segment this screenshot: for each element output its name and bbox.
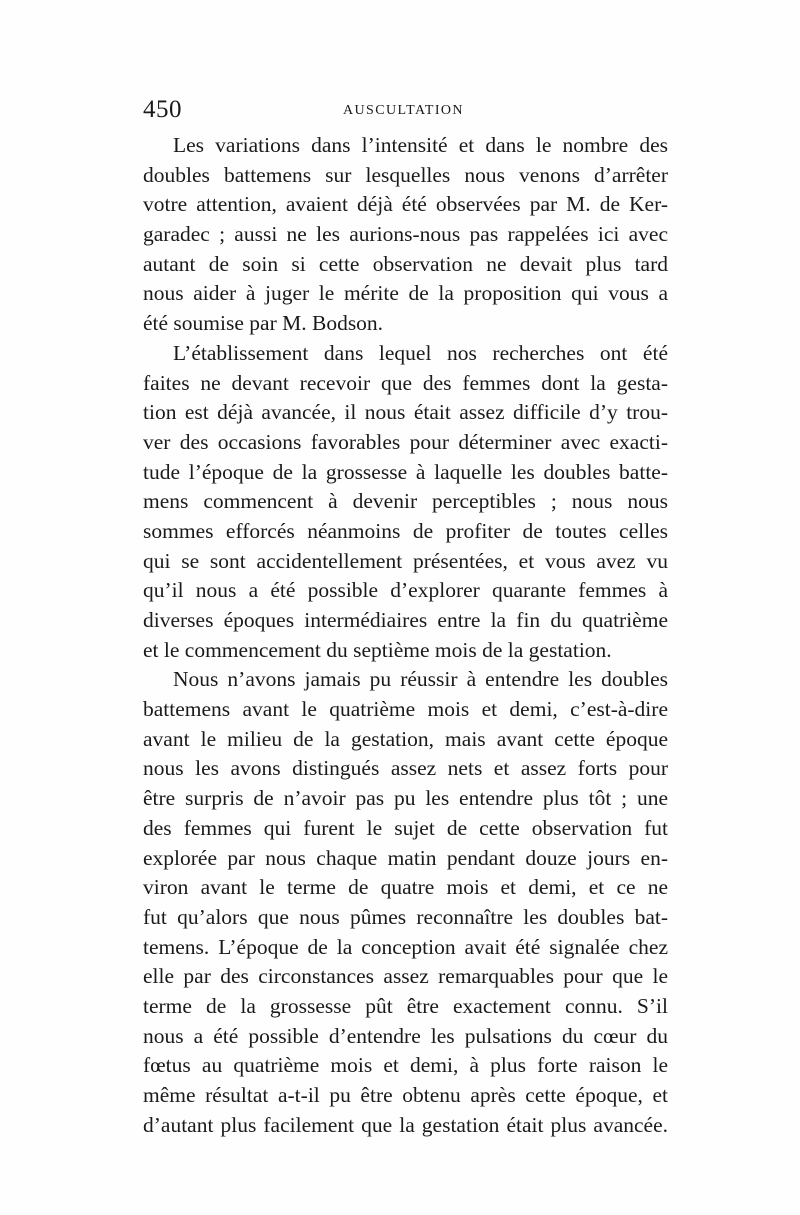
text-line: Les variations dans l’intensité et dans le nombre des bbox=[173, 133, 668, 157]
text-line: tude l’époque de la grossesse à laquelle les doubles batte- bbox=[143, 459, 668, 484]
text-line: battemens avant le quatrième mois et demi, c’est-à-dire bbox=[143, 697, 668, 722]
text-line: diverses époques intermédiaires entre la fin du quatrième bbox=[143, 608, 668, 632]
text-line: mens commencent à devenir perceptibles ; nous nous bbox=[143, 489, 668, 514]
text-line: qu’il nous a été possible d’explorer quarante femmes à bbox=[143, 578, 668, 603]
text-line: nous aider à juger le mérite de la proposition qui vous a bbox=[143, 281, 668, 306]
text-line: qui se sont accidentellement présentées, et vous avez vu bbox=[143, 548, 668, 573]
text-line: doubles battemens sur lesquelles nous venons d’arrêter bbox=[143, 162, 668, 187]
text-line: Nous n’avons jamais pu réussir à entendre les doubles bbox=[173, 667, 668, 692]
text-line: avant le milieu de la gestation, mais avant cette époque bbox=[143, 726, 668, 751]
running-title: AUSCULTATION bbox=[343, 103, 464, 118]
text-line: terme de la grossesse pût être exactement connu. S’il bbox=[143, 993, 668, 1018]
text-body bbox=[143, 131, 668, 1140]
text-line: faites ne devant recevoir que des femmes dont la gesta- bbox=[143, 370, 668, 395]
text-line: explorée par nous chaque matin pendant douze jours en- bbox=[143, 845, 668, 870]
text-line: nous les avons distingués assez nets et assez forts pour bbox=[143, 756, 668, 781]
text-line: des femmes qui furent le sujet de cette observation fut bbox=[143, 815, 668, 840]
text-line: viron avant le terme de quatre mois et demi, et ce ne bbox=[143, 875, 668, 900]
text-line: nous a été possible d’entendre les pulsations du cœur du bbox=[143, 1023, 668, 1048]
running-head bbox=[143, 95, 668, 125]
text-line: fut qu’alors que nous pûmes reconnaître les doubles bat- bbox=[143, 904, 668, 929]
page-number: 450 bbox=[143, 96, 182, 123]
text-line: tion est déjà avancée, il nous était assez difficile d’y trou- bbox=[143, 400, 668, 425]
text-line: L’établissement dans lequel nos recherches ont été bbox=[173, 340, 668, 365]
text-line: autant de soin si cette observation ne devait plus tard bbox=[143, 251, 668, 276]
text-line: été soumise par M. Bodson. bbox=[143, 311, 384, 336]
text-line: être surpris de n’avoir pas pu les entendre plus tôt ; une bbox=[143, 786, 668, 811]
text-line: fœtus au quatrième mois et demi, à plus forte raison le bbox=[143, 1053, 668, 1078]
text-line: sommes efforcés néanmoins de profiter de toutes celles bbox=[143, 518, 668, 543]
text-line: garadec ; aussi ne les aurions-nous pas rappelées ici avec bbox=[143, 222, 668, 247]
text-line: votre attention, avaient déjà été observées par M. de Ker- bbox=[143, 192, 668, 217]
text-line: elle par des circonstances assez remarquables pour que le bbox=[143, 964, 668, 989]
text-line: d’autant plus facilement que la gestation était plus avancée. bbox=[143, 1112, 668, 1137]
text-line: ver des occasions favorables pour déterminer avec exacti- bbox=[143, 429, 668, 454]
text-line: même résultat a-t-il pu être obtenu après cette époque, et bbox=[143, 1083, 668, 1107]
text-line: et le commencement du septième mois de la gestation. bbox=[143, 637, 612, 662]
text-line: temens. L’époque de la conception avait été signalée chez bbox=[143, 934, 668, 959]
